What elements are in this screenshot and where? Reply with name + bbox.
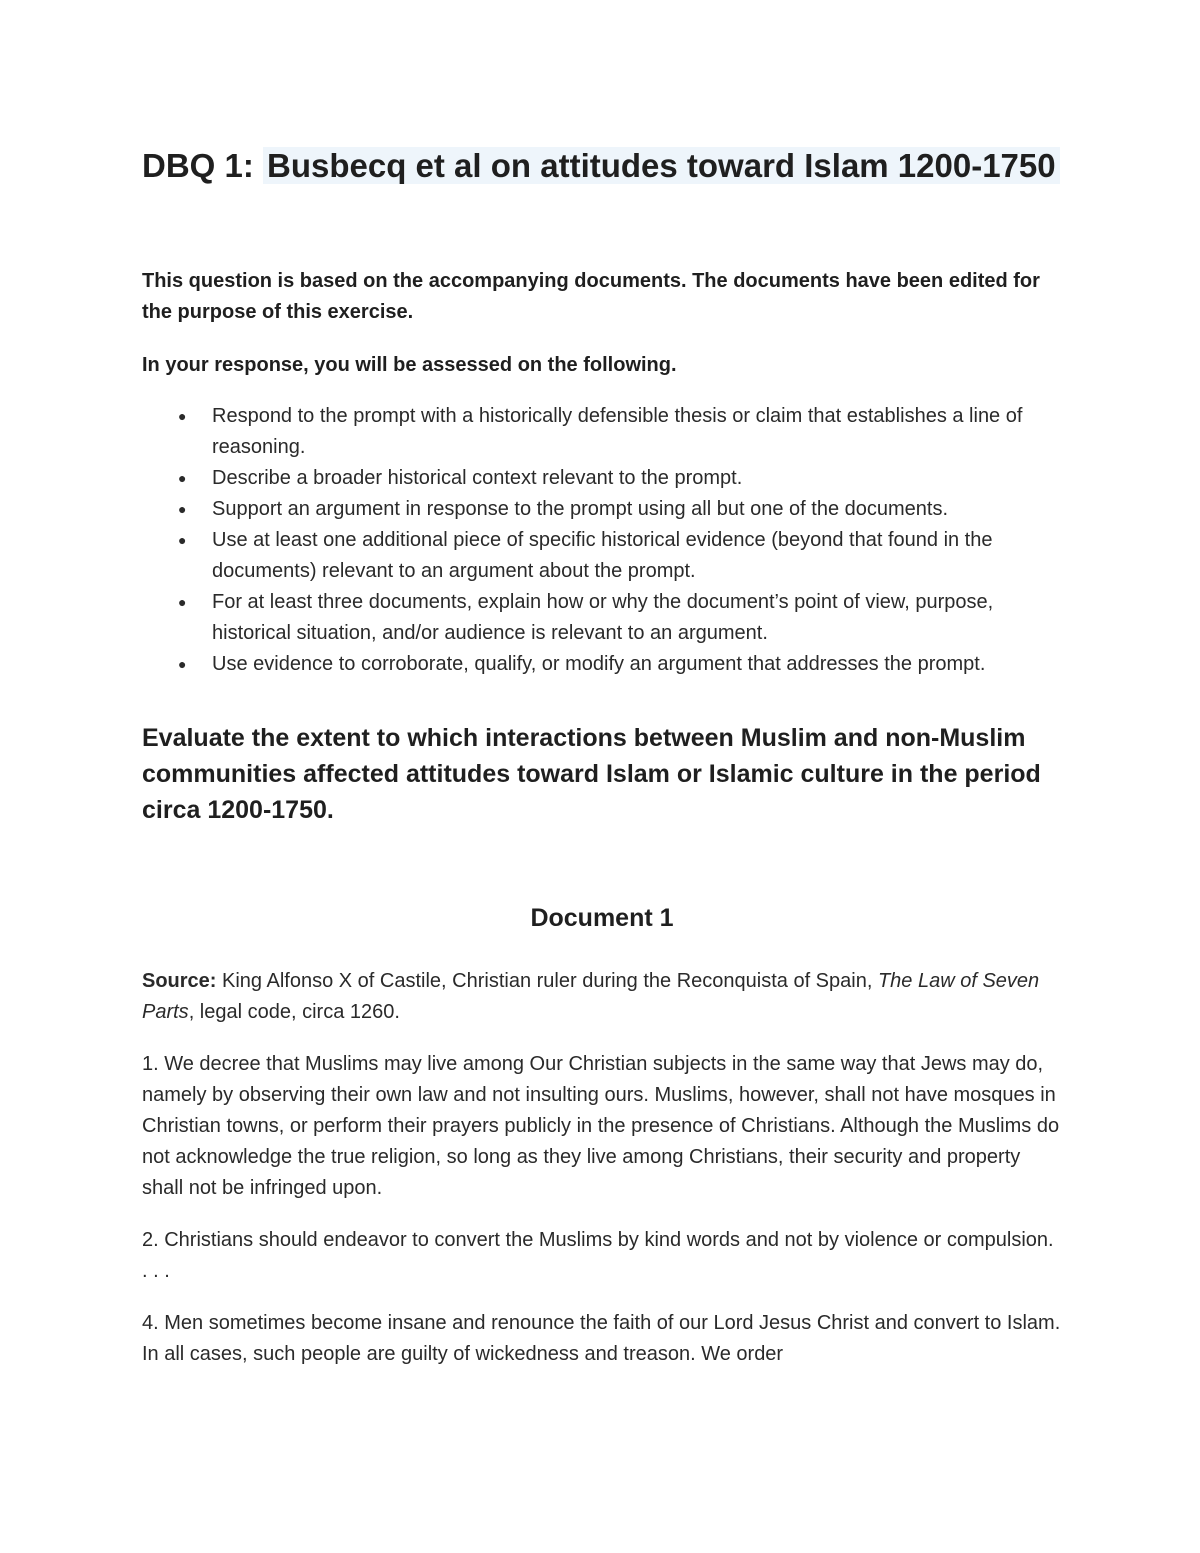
source-text: King Alfonso X of Castile, Christian ruler during the Reconquista of Spain, xyxy=(216,970,878,992)
bullet-icon: ● xyxy=(178,408,187,424)
document-paragraph: 1. We decree that Muslims may live among Our Christian subjects in the same way that Jews may do, namely by observing their own law and not insulting ours. Muslims, however, shall not have mosques in Christian towns, or perform their prayers publicly in the presence of Christians. Although the Muslims do not acknowledge the true religion, so long as they live among Christians, their security and property shall not be infringed upon. xyxy=(142,1053,1060,1199)
list-item xyxy=(178,401,1062,463)
document-paragraph: 2. Christians should endeavor to convert the Muslims by kind words and not by violence or compulsion. . . . xyxy=(142,1229,1054,1282)
assessment-heading: In your response, you will be assessed on the following. xyxy=(142,354,677,376)
criterion-text: Support an argument in response to the prompt using all but one of the documents. xyxy=(212,498,949,520)
list-item xyxy=(178,525,1062,587)
list-item xyxy=(178,494,1062,525)
criterion-text: For at least three documents, explain how or why the document’s point of view, purpose, historical situation, and/or audience is relevant to an argument. xyxy=(212,591,994,644)
list-item xyxy=(178,649,1062,680)
bullet-icon: ● xyxy=(178,594,187,610)
bullet-icon: ● xyxy=(178,656,187,672)
bullet-icon: ● xyxy=(178,470,187,486)
list-item xyxy=(178,587,1062,649)
list-item xyxy=(178,463,1062,494)
criteria-list xyxy=(142,401,1062,680)
page-title xyxy=(142,140,1062,192)
essay-prompt: Evaluate the extent to which interactions between Muslim and non-Muslim communities affected attitudes toward Islam or Islamic culture in the period circa 1200-1750. xyxy=(142,724,1041,824)
document-page xyxy=(142,140,1062,1370)
bullet-icon: ● xyxy=(178,501,187,517)
title-prefix: DBQ 1: xyxy=(142,147,264,184)
criterion-text: Describe a broader historical context relevant to the prompt. xyxy=(212,467,743,489)
source-tail: , legal code, circa 1260. xyxy=(188,1001,400,1023)
document-heading: Document 1 xyxy=(530,904,674,932)
source-label: Source: xyxy=(142,970,217,992)
bullet-icon: ● xyxy=(178,532,187,548)
criterion-text: Use at least one additional piece of specific historical evidence (beyond that found in the documents) relevant to an argument about the prompt. xyxy=(212,529,993,582)
title-highlight: Busbecq et al on attitudes toward Islam 1200-1750 xyxy=(263,147,1060,184)
document-source xyxy=(142,966,1062,1028)
source-work-title: The Law of Seven Parts xyxy=(142,970,1040,1023)
criterion-text: Use evidence to corroborate, qualify, or modify an argument that addresses the prompt. xyxy=(212,653,986,675)
intro-text: This question is based on the accompanying documents. The documents have been edited for the purpose of this exercise. xyxy=(142,270,1040,323)
criterion-text: Respond to the prompt with a historically defensible thesis or claim that establishes a line of reasoning. xyxy=(212,405,1023,458)
document-paragraph: 4. Men sometimes become insane and renounce the faith of our Lord Jesus Christ and convert to Islam. In all cases, such people are guilty of wickedness and treason. We order xyxy=(142,1312,1061,1365)
